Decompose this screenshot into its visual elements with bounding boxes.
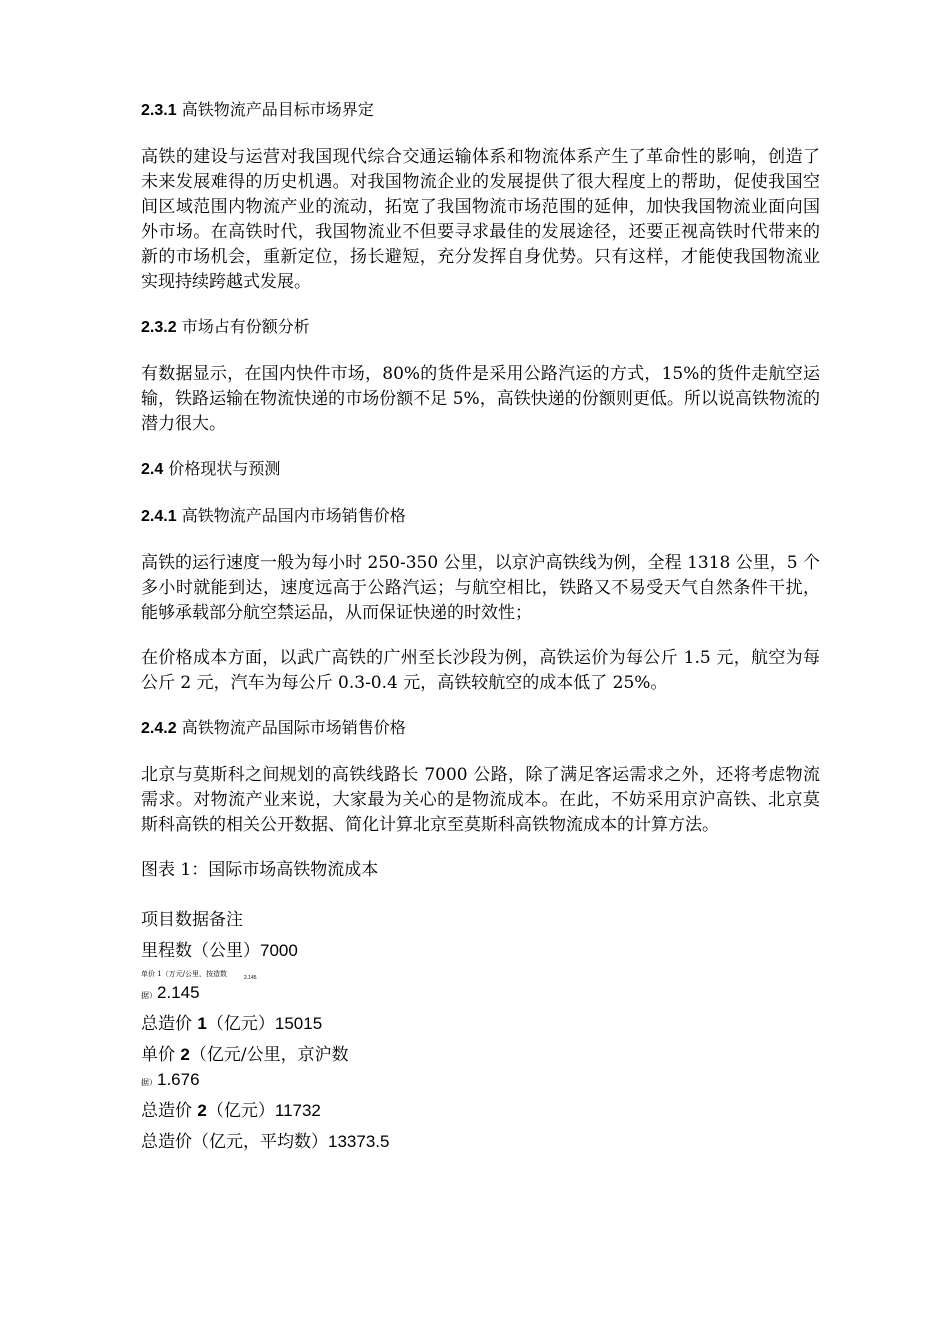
row-value: 15015 <box>274 1014 323 1033</box>
section-number: 2.3.1 <box>141 102 177 119</box>
table-row-unit2 <box>141 1068 820 1095</box>
row-label-post: （亿元） <box>206 1014 275 1034</box>
row-label-pre: 总造价 <box>141 1014 198 1034</box>
row-value: 7000 <box>260 941 298 960</box>
section-heading-2-4-1 <box>141 504 820 529</box>
paragraph-domestic-price: 在价格成本方面，以武广高铁的广州至长沙段为例，高铁运价为每公斤 1.5 元，航空为每公斤 2 元，汽车为每公斤 0.3-0.4 元，高铁较航空的成本低了 25%。 <box>141 648 820 693</box>
section-number: 2.4.1 <box>141 508 177 525</box>
row-value: 11732 <box>274 1101 321 1120</box>
section-title: 高铁物流产品国内市场销售价格 <box>181 506 406 525</box>
row-label-tiny: 单价 1（万元/公里，按造数 <box>141 970 228 978</box>
row-label-num: 1 <box>197 1014 207 1033</box>
section-heading-2-4 <box>141 457 820 482</box>
row-label-pre: 总造价 <box>141 1101 198 1121</box>
paragraph-target-market: 高铁的建设与运营对我国现代综合交通运输体系和物流体系产生了革命性的影响，创造了未来发展难得的历史机遇。对我国物流企业的发展提供了很大程度上的帮助，促使我国空间区域范围内物流产业的流动，拓宽了我国物流市场范围的延伸，加快我国物流业面向国外市场。在高铁时代，我国物流业不但要寻求最佳的发展途径，还要正视高铁时代带来的新的市场机会，重新定位，扬长避短，充分发挥自身优势。只有这样，才能使我国物流业实现持续跨越式发展。 <box>141 147 820 292</box>
section-number: 2.4 <box>141 461 164 478</box>
row-value: 2.145 <box>157 983 200 1002</box>
table-row-total1 <box>141 1011 820 1037</box>
paragraph-domestic-speed: 高铁的运行速度一般为每小时 250-350 公里，以京沪高铁线为例，全程 1318 公里，5 个多小时就能到达，速度远高于公路汽运；与航空相比，铁路又不易受天气自然条件干扰，能够承载部分航空禁运品，从而保证快递的时效性； <box>141 553 820 623</box>
table-row-mileage <box>141 938 820 964</box>
section-number: 2.3.2 <box>141 319 177 336</box>
row-value: 13373.5 <box>328 1132 390 1151</box>
table-row-total2 <box>141 1098 820 1124</box>
table-header-row: 项目数据备注 <box>141 910 243 930</box>
figure-caption: 图表 1：国际市场高铁物流成本 <box>141 860 379 880</box>
section-number: 2.4.2 <box>141 720 177 737</box>
row-label-end: 据） <box>141 1078 157 1087</box>
section-heading-2-3-2 <box>141 315 820 340</box>
row-label-post: （亿元） <box>206 1101 275 1121</box>
section-title: 高铁物流产品目标市场界定 <box>181 100 374 119</box>
section-title: 高铁物流产品国际市场销售价格 <box>181 718 406 737</box>
row-label-post: （亿元/公里，京沪数 <box>189 1045 349 1065</box>
section-title: 市场占有份额分析 <box>181 317 310 336</box>
table-row-unit1 <box>141 981 820 1008</box>
section-heading-2-4-2 <box>141 716 820 741</box>
row-label: 总造价（亿元，平均数） <box>141 1132 328 1152</box>
table-row-average <box>141 1129 820 1155</box>
row-label-end: 据） <box>141 991 157 1000</box>
row-label-pre: 单价 <box>141 1045 181 1065</box>
row-superscript-value: 2.145 <box>244 975 257 981</box>
paragraph-international-price: 北京与莫斯科之间规划的高铁线路长 7000 公路，除了满足客运需求之外，还将考虑物流需求。对物流产业来说，大家最为关心的是物流成本。在此，不妨采用京沪高铁、北京莫斯科高铁的相关公开数据、简化计算北京至莫斯科高铁物流成本的计算方法。 <box>141 765 820 835</box>
cost-table <box>141 907 820 1155</box>
section-title: 价格现状与预测 <box>168 459 281 478</box>
section-heading-2-3-1 <box>141 98 820 123</box>
row-label: 里程数（公里） <box>141 941 260 961</box>
row-value: 1.676 <box>157 1070 200 1089</box>
row-label-num: 2 <box>180 1045 190 1064</box>
paragraph-market-share: 有数据显示，在国内快件市场，80%的货件是采用公路汽运的方式，15%的货件走航空运输，铁路运输在物流快递的市场份额不足 5%，高铁快递的份额则更低。所以说高铁物流的潜力很大。 <box>141 364 820 434</box>
table-row-unit1-label <box>141 969 820 981</box>
row-label-num: 2 <box>197 1101 207 1120</box>
table-row-unit2-label <box>141 1042 820 1068</box>
